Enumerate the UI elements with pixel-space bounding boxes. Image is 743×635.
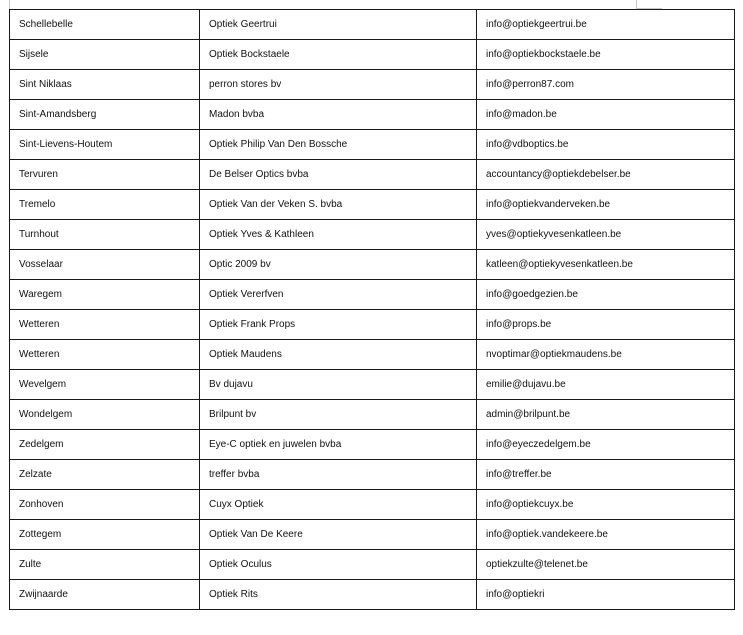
email-cell: admin@brilpunt.be bbox=[477, 400, 735, 430]
city-cell: Zedelgem bbox=[10, 430, 200, 460]
city-cell: Wondelgem bbox=[10, 400, 200, 430]
city-cell: Sijsele bbox=[10, 40, 200, 70]
email-cell: info@optiekri bbox=[477, 580, 735, 610]
city-cell: Wetteren bbox=[10, 340, 200, 370]
email-cell: info@perron87.com bbox=[477, 70, 735, 100]
table-row bbox=[10, 70, 735, 100]
table-row bbox=[10, 40, 735, 70]
table-row bbox=[10, 100, 735, 130]
table-row bbox=[10, 190, 735, 220]
store-name-cell: Optiek Oculus bbox=[200, 550, 477, 580]
city-cell: Sint Niklaas bbox=[10, 70, 200, 100]
email-cell: info@goedgezien.be bbox=[477, 280, 735, 310]
city-cell: Zottegem bbox=[10, 520, 200, 550]
table-row bbox=[10, 250, 735, 280]
email-cell: emilie@dujavu.be bbox=[477, 370, 735, 400]
store-name-cell: Madon bvba bbox=[200, 100, 477, 130]
table-row bbox=[10, 550, 735, 580]
city-cell: Tremelo bbox=[10, 190, 200, 220]
store-name-cell: Optiek Rits bbox=[200, 580, 477, 610]
table-row bbox=[10, 130, 735, 160]
table-row bbox=[10, 310, 735, 340]
store-name-cell: Optiek Geertrui bbox=[200, 10, 477, 40]
city-cell: Turnhout bbox=[10, 220, 200, 250]
city-cell: Zelzate bbox=[10, 460, 200, 490]
email-cell: optiekzulte@telenet.be bbox=[477, 550, 735, 580]
store-name-cell: Optiek Bockstaele bbox=[200, 40, 477, 70]
city-cell: Schellebelle bbox=[10, 10, 200, 40]
store-name-cell: Optiek Yves & Kathleen bbox=[200, 220, 477, 250]
store-name-cell: Bv dujavu bbox=[200, 370, 477, 400]
table-row bbox=[10, 460, 735, 490]
table-row bbox=[10, 10, 735, 40]
email-cell: info@optiek.vandekeere.be bbox=[477, 520, 735, 550]
table-row bbox=[10, 490, 735, 520]
email-cell: info@optiekbockstaele.be bbox=[477, 40, 735, 70]
store-name-cell: Eye-C optiek en juwelen bvba bbox=[200, 430, 477, 460]
store-name-cell: Optiek Frank Props bbox=[200, 310, 477, 340]
store-name-cell: Optiek Van De Keere bbox=[200, 520, 477, 550]
email-cell: info@optiekgeertrui.be bbox=[477, 10, 735, 40]
store-name-cell: Brilpunt bv bbox=[200, 400, 477, 430]
store-name-cell: Optiek Vererfven bbox=[200, 280, 477, 310]
email-cell: katleen@optiekyvesenkatleen.be bbox=[477, 250, 735, 280]
email-cell: info@optiekcuyx.be bbox=[477, 490, 735, 520]
store-name-cell: Optiek Van der Veken S. bvba bbox=[200, 190, 477, 220]
table-row bbox=[10, 370, 735, 400]
city-cell: Waregem bbox=[10, 280, 200, 310]
table-row bbox=[10, 520, 735, 550]
store-name-cell: De Belser Optics bvba bbox=[200, 160, 477, 190]
store-name-cell: Optiek Philip Van Den Bossche bbox=[200, 130, 477, 160]
table-row bbox=[10, 280, 735, 310]
city-cell: Zulte bbox=[10, 550, 200, 580]
city-cell: Vosselaar bbox=[10, 250, 200, 280]
email-cell: info@vdboptics.be bbox=[477, 130, 735, 160]
table-row bbox=[10, 220, 735, 250]
email-cell: info@props.be bbox=[477, 310, 735, 340]
email-cell: info@madon.be bbox=[477, 100, 735, 130]
table-row bbox=[10, 580, 735, 610]
city-cell: Zonhoven bbox=[10, 490, 200, 520]
table-row bbox=[10, 430, 735, 460]
city-cell: Sint-Lievens-Houtem bbox=[10, 130, 200, 160]
city-cell: Wevelgem bbox=[10, 370, 200, 400]
dealer-table bbox=[9, 9, 735, 610]
email-cell: info@eyeczedelgem.be bbox=[477, 430, 735, 460]
store-name-cell: Cuyx Optiek bbox=[200, 490, 477, 520]
store-name-cell: treffer bvba bbox=[200, 460, 477, 490]
table-row bbox=[10, 340, 735, 370]
city-cell: Tervuren bbox=[10, 160, 200, 190]
city-cell: Sint-Amandsberg bbox=[10, 100, 200, 130]
email-cell: yves@optiekyvesenkatleen.be bbox=[477, 220, 735, 250]
dealer-table-body bbox=[10, 10, 735, 610]
email-cell: nvoptimar@optiekmaudens.be bbox=[477, 340, 735, 370]
email-cell: info@treffer.be bbox=[477, 460, 735, 490]
store-name-cell: Optiek Maudens bbox=[200, 340, 477, 370]
city-cell: Zwijnaarde bbox=[10, 580, 200, 610]
table-row bbox=[10, 400, 735, 430]
city-cell: Wetteren bbox=[10, 310, 200, 340]
email-cell: accountancy@optiekdebelser.be bbox=[477, 160, 735, 190]
store-name-cell: perron stores bv bbox=[200, 70, 477, 100]
email-cell: info@optiekvanderveken.be bbox=[477, 190, 735, 220]
crop-mark-left bbox=[9, 0, 10, 9]
store-name-cell: Optic 2009 bv bbox=[200, 250, 477, 280]
table-row bbox=[10, 160, 735, 190]
